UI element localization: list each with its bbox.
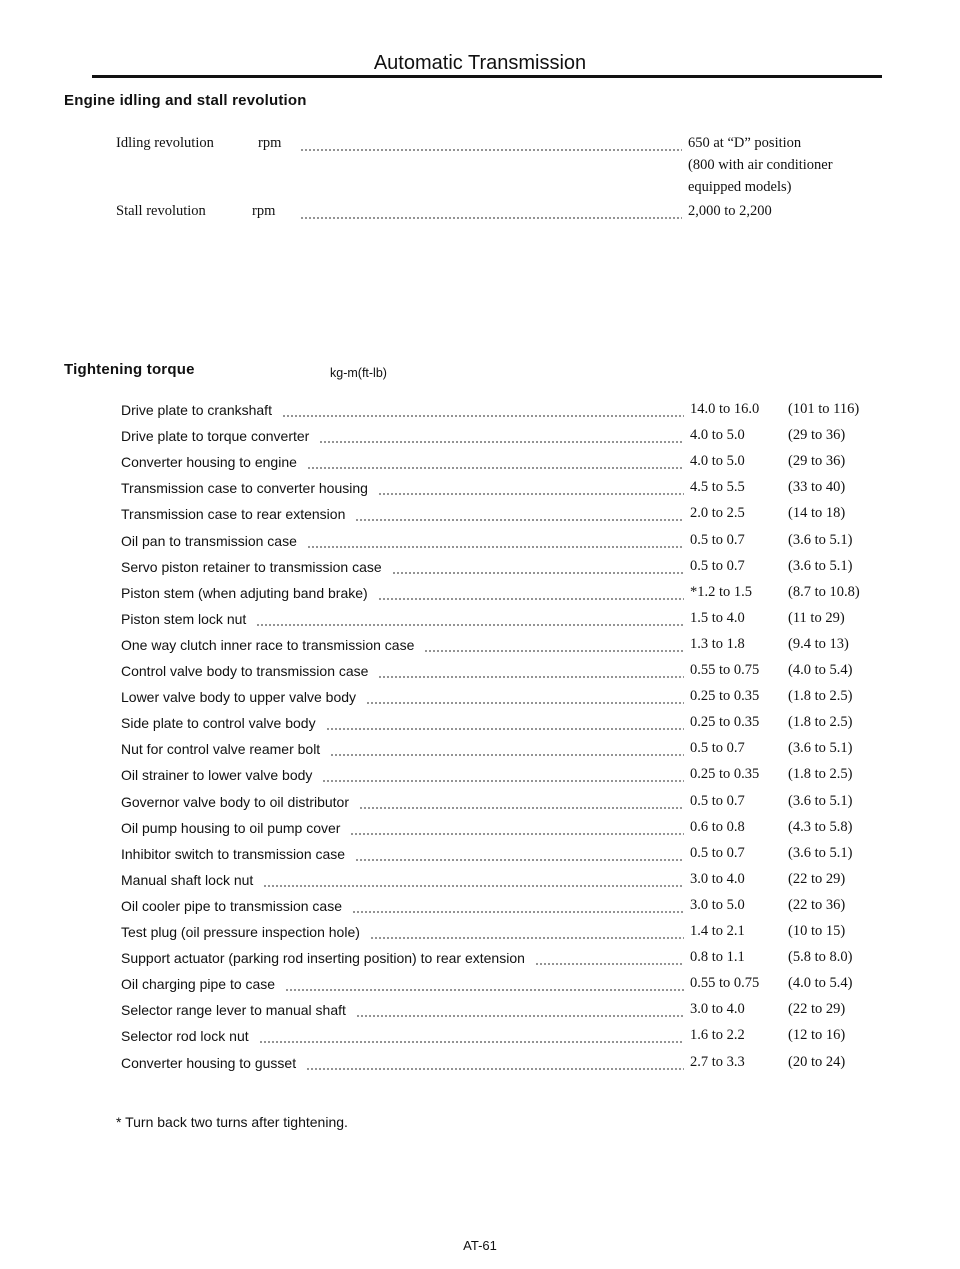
dot-leader bbox=[355, 519, 684, 521]
torque-row bbox=[0, 818, 960, 842]
idling-row bbox=[0, 135, 960, 195]
torque-value-kgm: 0.55 to 0.75 bbox=[690, 975, 760, 992]
torque-row bbox=[0, 531, 960, 555]
torque-row bbox=[0, 452, 960, 476]
torque-row bbox=[0, 687, 960, 711]
torque-value-kgm: 3.0 to 4.0 bbox=[690, 870, 745, 887]
dot-leader bbox=[282, 415, 684, 417]
dot-leader bbox=[366, 702, 684, 704]
dot-leader bbox=[259, 1041, 684, 1043]
torque-row bbox=[0, 765, 960, 789]
torque-section-heading: Tightening torque bbox=[64, 361, 195, 378]
torque-value-kgm: 4.0 to 5.0 bbox=[690, 427, 745, 444]
footnote: * Turn back two turns after tightening. bbox=[116, 1114, 348, 1130]
torque-value-kgm: 1.5 to 4.0 bbox=[690, 609, 745, 626]
torque-value-ftlb: (4.0 to 5.4) bbox=[788, 975, 853, 992]
torque-row bbox=[0, 922, 960, 946]
dot-leader bbox=[322, 780, 684, 782]
torque-row bbox=[0, 870, 960, 894]
torque-value-kgm: 0.55 to 0.75 bbox=[690, 662, 760, 678]
torque-value-ftlb: (3.6 to 5.1) bbox=[788, 792, 853, 809]
torque-value-ftlb: (3.6 to 5.1) bbox=[788, 740, 853, 757]
spec-label: Stall revolution bbox=[116, 203, 206, 219]
torque-row bbox=[0, 792, 960, 816]
torque-value-kgm: 1.3 to 1.8 bbox=[690, 635, 745, 652]
page-number: AT-61 bbox=[463, 1238, 497, 1253]
torque-value-kgm: 2.0 to 2.5 bbox=[690, 505, 745, 522]
dot-leader bbox=[359, 807, 684, 809]
spec-unit: rpm bbox=[252, 203, 276, 219]
torque-part-label: Nut for control valve reamer bolt bbox=[121, 741, 321, 758]
torque-value-ftlb: (22 to 29) bbox=[788, 870, 846, 887]
torque-value-kgm: 0.25 to 0.35 bbox=[690, 688, 760, 705]
dot-leader bbox=[263, 885, 684, 887]
torque-value-kgm: 3.0 to 5.0 bbox=[690, 896, 745, 913]
torque-value-ftlb: (29 to 36) bbox=[788, 453, 846, 470]
torque-value-kgm: 0.5 to 0.7 bbox=[690, 531, 745, 548]
torque-value-ftlb: (101 to 116) bbox=[788, 401, 860, 417]
dot-leader bbox=[307, 546, 684, 548]
torque-part-label: Support actuator (parking rod inserting position) to rear extension bbox=[121, 950, 525, 967]
torque-part-label: Drive plate to crankshaft bbox=[121, 402, 272, 418]
torque-value-ftlb: (1.8 to 2.5) bbox=[788, 714, 853, 731]
torque-row bbox=[0, 1053, 960, 1077]
torque-row bbox=[0, 478, 960, 502]
torque-value-ftlb: (3.6 to 5.1) bbox=[788, 844, 853, 861]
torque-part-label: Control valve body to transmission case bbox=[121, 663, 369, 679]
torque-row bbox=[0, 739, 960, 763]
torque-value-ftlb: (14 to 18) bbox=[788, 505, 846, 522]
torque-value-kgm: 0.5 to 0.7 bbox=[690, 557, 745, 574]
torque-value-ftlb: (4.0 to 5.4) bbox=[788, 662, 853, 678]
torque-value-ftlb: (20 to 24) bbox=[788, 1053, 846, 1070]
torque-row bbox=[0, 504, 960, 528]
torque-value-ftlb: (1.8 to 2.5) bbox=[788, 688, 853, 705]
torque-part-label: Oil strainer to lower valve body bbox=[121, 767, 313, 784]
dot-leader bbox=[350, 833, 684, 835]
torque-part-label: Transmission case to rear extension bbox=[121, 506, 346, 523]
dot-leader bbox=[306, 1068, 684, 1070]
torque-part-label: Inhibitor switch to transmission case bbox=[121, 845, 346, 862]
torque-value-kgm: 2.7 to 3.3 bbox=[690, 1053, 745, 1070]
torque-part-label: Transmission case to converter housing bbox=[121, 480, 368, 497]
torque-value-kgm: 1.6 to 2.2 bbox=[690, 1027, 745, 1044]
torque-value-kgm: 0.6 to 0.8 bbox=[690, 818, 745, 835]
spec-value bbox=[688, 132, 833, 198]
torque-part-label: Governor valve body to oil distributor bbox=[121, 793, 349, 810]
spec-value-line: 650 at “D” position bbox=[688, 135, 802, 151]
torque-value-kgm: 0.5 to 0.7 bbox=[690, 844, 745, 861]
torque-part-label: Drive plate to torque converter bbox=[121, 428, 310, 445]
torque-row bbox=[0, 974, 960, 998]
dot-leader bbox=[378, 493, 684, 495]
torque-row bbox=[0, 400, 960, 424]
torque-value-ftlb: (9.4 to 13) bbox=[788, 635, 849, 652]
torque-part-label: Piston stem lock nut bbox=[121, 610, 247, 627]
torque-row bbox=[0, 713, 960, 737]
torque-part-label: Manual shaft lock nut bbox=[121, 871, 254, 888]
torque-part-label: Lower valve body to upper valve body bbox=[121, 689, 357, 706]
torque-part-label: One way clutch inner race to transmission case bbox=[121, 636, 415, 653]
torque-part-label: Piston stem (when adjuting band brake) bbox=[121, 584, 368, 601]
torque-row bbox=[0, 635, 960, 659]
torque-part-label: Selector rod lock nut bbox=[121, 1028, 249, 1045]
dot-leader bbox=[424, 650, 684, 652]
torque-row bbox=[0, 844, 960, 868]
torque-value-ftlb: (22 to 36) bbox=[788, 896, 846, 913]
torque-value-ftlb: (4.3 to 5.8) bbox=[788, 818, 853, 835]
torque-row bbox=[0, 1026, 960, 1050]
torque-units-label: kg-m(ft-lb) bbox=[330, 366, 387, 380]
torque-value-ftlb: (33 to 40) bbox=[788, 479, 846, 496]
torque-part-label: Test plug (oil pressure inspection hole) bbox=[121, 924, 360, 940]
dot-leader bbox=[319, 441, 684, 443]
spec-value-line: equipped models) bbox=[688, 179, 792, 195]
dot-leader bbox=[256, 624, 684, 626]
torque-value-ftlb: (3.6 to 5.1) bbox=[788, 557, 853, 574]
header-rule bbox=[92, 75, 882, 78]
dot-leader bbox=[307, 467, 684, 469]
torque-value-kgm: *1.2 to 1.5 bbox=[690, 583, 753, 600]
torque-value-ftlb: (3.6 to 5.1) bbox=[788, 531, 853, 548]
dot-leader bbox=[356, 1015, 684, 1017]
dot-leader bbox=[378, 598, 684, 600]
spec-value bbox=[688, 200, 772, 222]
idling-section-heading: Engine idling and stall revolution bbox=[64, 92, 307, 109]
torque-value-kgm: 14.0 to 16.0 bbox=[690, 401, 760, 417]
torque-value-ftlb: (1.8 to 2.5) bbox=[788, 766, 853, 783]
torque-value-ftlb: (5.8 to 8.0) bbox=[788, 949, 853, 966]
spec-value-line: 2,000 to 2,200 bbox=[688, 203, 772, 219]
torque-value-kgm: 4.0 to 5.0 bbox=[690, 453, 745, 470]
torque-row bbox=[0, 426, 960, 450]
torque-value-kgm: 0.25 to 0.35 bbox=[690, 766, 760, 783]
torque-value-ftlb: (10 to 15) bbox=[788, 923, 846, 939]
torque-value-ftlb: (12 to 16) bbox=[788, 1027, 846, 1044]
torque-part-label: Servo piston retainer to transmission case bbox=[121, 558, 382, 575]
torque-value-kgm: 0.5 to 0.7 bbox=[690, 740, 745, 757]
torque-value-ftlb: (8.7 to 10.8) bbox=[788, 583, 860, 600]
dot-leader bbox=[300, 217, 682, 219]
torque-row bbox=[0, 1000, 960, 1024]
torque-row bbox=[0, 557, 960, 581]
dot-leader bbox=[392, 572, 684, 574]
torque-row bbox=[0, 583, 960, 607]
torque-part-label: Selector range lever to manual shaft bbox=[121, 1002, 346, 1019]
torque-part-label: Oil pump housing to oil pump cover bbox=[121, 819, 341, 836]
torque-value-kgm: 0.25 to 0.35 bbox=[690, 714, 760, 731]
spec-unit: rpm bbox=[258, 135, 282, 151]
page-title: Automatic Transmission bbox=[373, 52, 587, 74]
torque-part-label: Converter housing to gusset bbox=[121, 1054, 297, 1071]
torque-value-ftlb: (22 to 29) bbox=[788, 1001, 846, 1018]
dot-leader bbox=[330, 754, 684, 756]
spec-label: Idling revolution bbox=[116, 135, 214, 151]
torque-part-label: Oil cooler pipe to transmission case bbox=[121, 897, 342, 914]
torque-value-kgm: 1.4 to 2.1 bbox=[690, 923, 745, 939]
torque-part-label: Oil charging pipe to case bbox=[121, 976, 276, 993]
dot-leader bbox=[352, 911, 684, 913]
torque-value-kgm: 3.0 to 4.0 bbox=[690, 1001, 745, 1018]
torque-part-label: Side plate to control valve body bbox=[121, 715, 316, 732]
dot-leader bbox=[535, 963, 684, 965]
spec-value-line: (800 with air conditioner bbox=[688, 157, 833, 173]
dot-leader bbox=[355, 859, 684, 861]
torque-value-kgm: 4.5 to 5.5 bbox=[690, 479, 745, 496]
dot-leader bbox=[300, 149, 682, 151]
torque-value-kgm: 0.5 to 0.7 bbox=[690, 792, 745, 809]
dot-leader bbox=[378, 676, 684, 678]
dot-leader bbox=[370, 937, 684, 939]
torque-value-ftlb: (11 to 29) bbox=[788, 609, 845, 626]
torque-row bbox=[0, 609, 960, 633]
torque-part-label: Oil pan to transmission case bbox=[121, 532, 297, 549]
torque-row bbox=[0, 896, 960, 920]
dot-leader bbox=[326, 728, 684, 730]
torque-value-kgm: 0.8 to 1.1 bbox=[690, 949, 745, 966]
idling-row bbox=[0, 203, 960, 227]
torque-row bbox=[0, 661, 960, 685]
torque-part-label: Converter housing to engine bbox=[121, 454, 297, 471]
torque-row bbox=[0, 948, 960, 972]
torque-value-ftlb: (29 to 36) bbox=[788, 427, 846, 444]
dot-leader bbox=[285, 989, 684, 991]
